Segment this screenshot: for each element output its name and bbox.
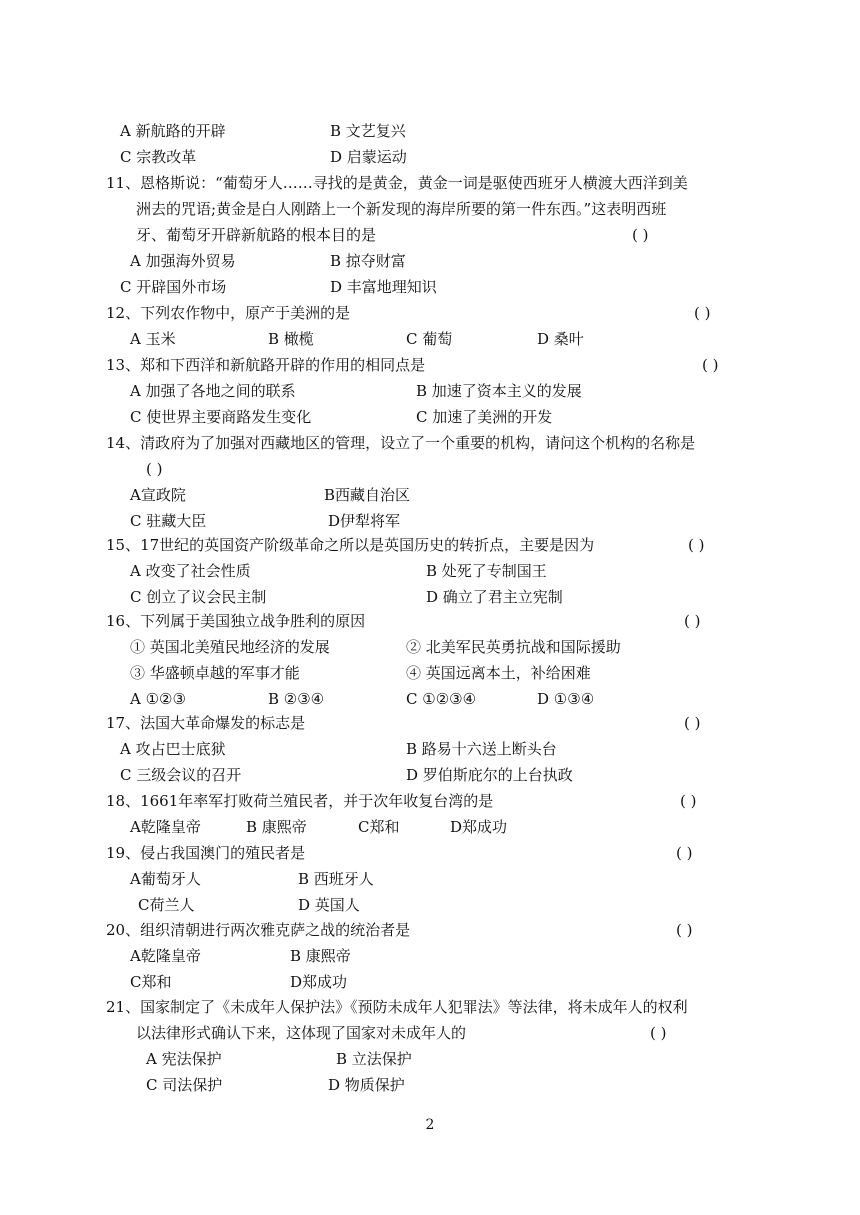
q11-stem-line1: 11、恩格斯说：“葡萄牙人……寻找的是黄金，黄金一词是驱使西班牙人横渡大西洋到美 <box>106 174 688 192</box>
q10-option-c: C 宗教改革 <box>120 148 197 166</box>
q16-stem: 16、下列属于美国独立战争胜利的原因 <box>106 612 366 630</box>
q16-item-2: ② 北美军民英勇抗战和国际援助 <box>406 638 621 656</box>
q20-stem: 20、组织清朝进行两次雅克萨之战的统治者是 <box>106 921 411 939</box>
q12-option-c: C 葡萄 <box>406 330 453 348</box>
q13-option-a: A 加强了各地之间的联系 <box>130 382 296 400</box>
q20-answer-paren: ( ) <box>676 921 693 939</box>
q16-answer-paren: ( ) <box>684 612 701 630</box>
q18-option-c: C郑和 <box>358 818 400 836</box>
q10-option-a: A 新航路的开辟 <box>120 122 226 140</box>
q11-option-b: B 掠夺财富 <box>330 252 406 270</box>
q16-option-d: D ①③④ <box>537 690 595 708</box>
q21-option-a: A 宪法保护 <box>146 1050 222 1068</box>
q14-stem: 14、清政府为了加强对西藏地区的管理，设立了一个重要的机构，请问这个机构的名称是 <box>106 434 696 452</box>
q21-option-b: B 立法保护 <box>336 1050 412 1068</box>
q19-option-c: C荷兰人 <box>138 896 195 914</box>
q21-stem-line1: 21、国家制定了《未成年人保护法》《预防未成年人犯罪法》等法律，将未成年人的权利 <box>106 998 688 1016</box>
q20-option-b: B 康熙帝 <box>290 947 351 965</box>
q20-option-c: C郑和 <box>130 973 172 991</box>
q17-option-b: B 路易十六送上断头台 <box>406 740 557 758</box>
q14-option-b: B西藏自治区 <box>324 486 411 504</box>
q12-option-b: B 橄榄 <box>268 330 314 348</box>
q14-answer-paren: ( ) <box>146 460 163 478</box>
q17-stem: 17、法国大革命爆发的标志是 <box>106 714 306 732</box>
q16-option-c: C ①②③④ <box>406 690 477 708</box>
q21-stem-line2: 以法律形式确认下来，这体现了国家对未成年人的 <box>136 1024 467 1042</box>
q14-option-a: A宣政院 <box>130 486 186 504</box>
q18-option-b: B 康熙帝 <box>246 818 307 836</box>
q12-option-a: A 玉米 <box>130 330 176 348</box>
q17-option-c: C 三级会议的召开 <box>120 766 242 784</box>
q18-option-a: A乾隆皇帝 <box>130 818 201 836</box>
q13-answer-paren: ( ) <box>702 356 719 374</box>
q21-option-c: C 司法保护 <box>146 1076 223 1094</box>
page-number: 2 <box>425 1117 435 1133</box>
q12-option-d: D 桑叶 <box>537 330 584 348</box>
q19-stem: 19、侵占我国澳门的殖民者是 <box>106 844 306 862</box>
q18-answer-paren: ( ) <box>680 792 697 810</box>
q10-option-d: D 启蒙运动 <box>330 148 407 166</box>
q15-option-d: D 确立了君主立宪制 <box>426 588 563 606</box>
q17-option-a: A 攻占巴士底狱 <box>120 740 226 758</box>
q12-stem: 12、下列农作物中，原产于美洲的是 <box>106 304 351 322</box>
q18-stem: 18、1661年率军打败荷兰殖民者，并于次年收复台湾的是 <box>106 792 494 810</box>
q15-option-c: C 创立了议会民主制 <box>130 588 267 606</box>
q11-option-d: D 丰富地理知识 <box>330 278 437 296</box>
q17-option-d: D 罗伯斯庇尔的上台执政 <box>406 766 573 784</box>
q15-option-b: B 处死了专制国王 <box>426 562 547 580</box>
q11-option-c: C 开辟国外市场 <box>120 278 227 296</box>
q12-answer-paren: ( ) <box>694 304 711 322</box>
q13-option-d: C 加速了美洲的开发 <box>416 408 553 426</box>
q17-answer-paren: ( ) <box>684 714 701 732</box>
q16-option-b: B ②③④ <box>268 690 325 708</box>
q16-option-a: A ①②③ <box>130 690 186 708</box>
q11-stem-line2: 洲去的咒语;黄金是白人刚踏上一个新发现的海岸所要的第一件东西。”这表明西班 <box>136 200 667 218</box>
q14-option-d: D伊犁将军 <box>328 512 401 530</box>
q16-item-1: ① 英国北美殖民地经济的发展 <box>130 638 330 656</box>
q15-answer-paren: ( ) <box>688 536 705 554</box>
q19-option-b: B 西班牙人 <box>298 870 374 888</box>
q19-answer-paren: ( ) <box>676 844 693 862</box>
q21-option-d: D 物质保护 <box>328 1076 405 1094</box>
q18-option-d: D郑成功 <box>450 818 508 836</box>
q11-option-a: A 加强海外贸易 <box>130 252 236 270</box>
q15-option-a: A 改变了社会性质 <box>130 562 251 580</box>
q11-stem-line3: 牙、葡萄牙开辟新航路的根本目的是 <box>136 226 377 244</box>
q19-option-a: A葡萄牙人 <box>130 870 201 888</box>
q20-option-a: A乾隆皇帝 <box>130 947 201 965</box>
q15-stem: 15、17世纪的英国资产阶级革命之所以是英国历史的转折点，主要是因为 <box>106 536 595 554</box>
q16-item-4: ④ 英国远离本土，补给困难 <box>406 664 591 682</box>
q14-option-c: C 驻藏大臣 <box>130 512 207 530</box>
q20-option-d: D郑成功 <box>290 973 348 991</box>
q13-option-b: B 加速了资本主义的发展 <box>416 382 582 400</box>
q13-option-c: C 使世界主要商路发生变化 <box>130 408 312 426</box>
q13-stem: 13、郑和下西洋和新航路开辟的作用的相同点是 <box>106 356 426 374</box>
q19-option-d: D 英国人 <box>298 896 360 914</box>
q21-answer-paren: ( ) <box>650 1024 667 1042</box>
q11-answer-paren: ( ) <box>632 226 649 244</box>
q16-item-3: ③ 华盛顿卓越的军事才能 <box>130 664 300 682</box>
q10-option-b: B 文艺复兴 <box>330 122 406 140</box>
